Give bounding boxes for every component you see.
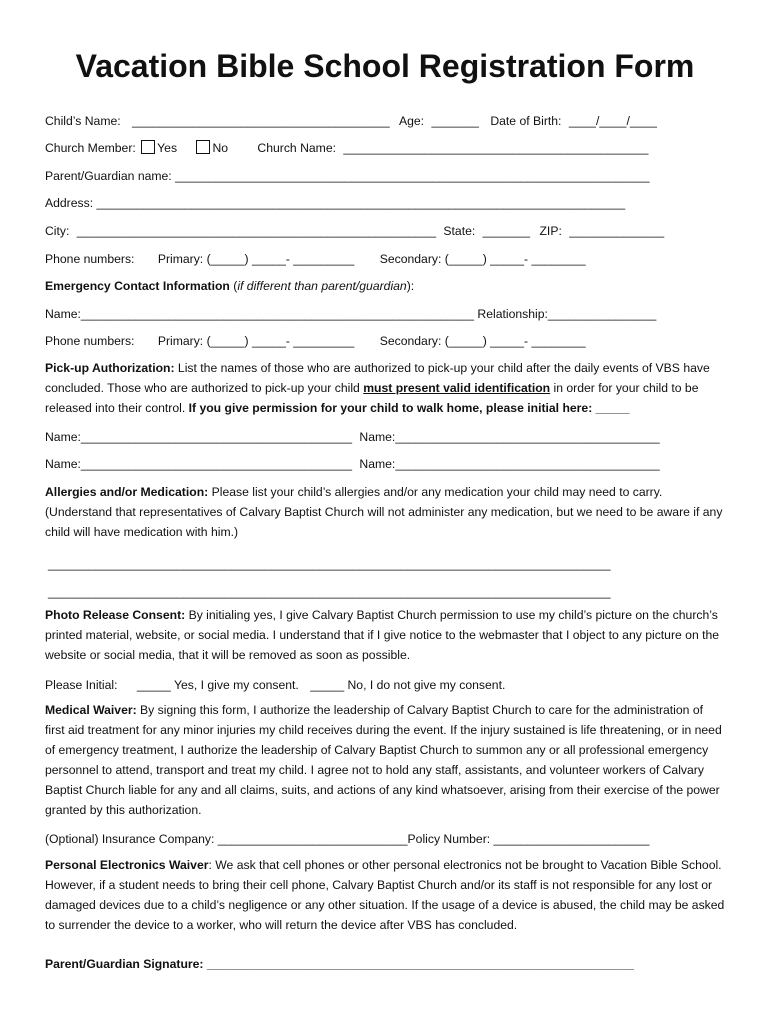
church-member-yes-label: Yes — [157, 141, 178, 155]
allergies-line[interactable]: ___________________________________________________________________________________ — [48, 557, 611, 571]
church-member-no-checkbox[interactable] — [196, 140, 210, 154]
form-title: Vacation Bible School Registration Form — [75, 48, 695, 84]
photo-consent-no-field[interactable]: _____ No, I do not give my consent. — [310, 678, 506, 692]
dob-field[interactable]: ____/____/____ — [568, 114, 657, 128]
electronics-heading: Personal Electronics Waiver — [45, 858, 209, 872]
emergency-phone-label: Phone numbers: — [45, 334, 135, 348]
signature-field[interactable]: _______________________________________________________________ — [203, 957, 634, 971]
state-label: State: — [443, 224, 476, 238]
age-field[interactable]: _______ — [431, 114, 479, 128]
pickup-names-row — [45, 456, 725, 472]
photo-text: By initialing yes, I give Calvary Baptist Church permission to use my child’s picture on the church’s printed material, website, or social media. I understand that if I give notice to the webmaster that I object to any picture on the website or social media, that it will be removed as soon as possible. — [45, 608, 720, 662]
city-label: City: — [45, 224, 70, 238]
emergency-name-field[interactable]: Name:__________________________________________________________ — [45, 307, 475, 321]
electronics-waiver-paragraph — [45, 855, 725, 935]
pickup-text-2: in order for your child to be released into their control. — [45, 381, 699, 415]
emergency-name-row — [45, 306, 725, 322]
medical-heading: Medical Waiver: — [45, 703, 137, 717]
pickup-name-field[interactable]: Name:________________________________________ — [45, 457, 353, 471]
insurance-company-field[interactable]: (Optional) Insurance Company: ____________________________ — [45, 832, 408, 846]
phone-label: Phone numbers: — [45, 252, 135, 266]
signature-row — [45, 956, 725, 972]
church-name-label: Church Name: — [257, 141, 336, 155]
signature-label: Parent/Guardian Signature: — [45, 957, 204, 971]
photo-initial-label: Please Initial: — [45, 678, 118, 692]
allergies-text: Please list your child’s allergies and/or any medication your child may need to carry. (Understand that representatives of Calvary Baptist Church will not administer any medication, but we need to be aware if any child will have medication with him.) — [45, 485, 723, 539]
emergency-note-close: ): — [406, 279, 415, 293]
zip-label: ZIP: — [539, 224, 562, 238]
medical-waiver-paragraph — [45, 700, 725, 820]
insurance-row — [45, 831, 725, 847]
pickup-emphasis: must present valid identification — [363, 381, 551, 395]
pickup-names-row — [45, 429, 725, 445]
emergency-note-open: ( — [229, 279, 238, 293]
church-member-no-label: No — [212, 141, 229, 155]
child-name-field[interactable]: ______________________________________ — [132, 114, 390, 128]
state-field[interactable]: _______ — [482, 224, 531, 238]
emergency-secondary-phone-field[interactable]: Secondary: (_____) _____- ________ — [379, 334, 586, 348]
parent-name-row[interactable]: Parent/Guardian name: ______________________________________________________________________ — [45, 169, 650, 183]
photo-initial-row — [45, 677, 725, 693]
photo-heading: Photo Release Consent: — [45, 608, 186, 622]
church-member-label: Church Member: — [45, 141, 136, 155]
city-field[interactable]: _____________________________________________________ — [76, 224, 437, 238]
child-name-label: Child’s Name: — [45, 114, 121, 128]
medical-text: By signing this form, I authorize the leadership of Calvary Baptist Church to care for the administration of first aid treatment for any minor injuries my child receives during the event. If the injury sustained is life threatening, or in need of emergency treatment, I authorize the leadership of Calvary Baptist Church to summon any or all professional emergency personnel to attend, transport and treat my child. I agree not to hold any staff, assistants, and volunteer workers of Calvary Baptist Church liable for any and all claims, suits, and actions of any kind whatsoever, arising from their exercise of the power granted by this authorization. — [45, 703, 722, 817]
pickup-text: List the names of those who are authorized to pick-up your child after the daily events of VBS have concluded. Those who are authorized to pick-up your child — [45, 361, 710, 395]
zip-field[interactable]: ______________ — [569, 224, 665, 238]
primary-phone-field[interactable]: Primary: (_____) _____- _________ — [157, 252, 355, 266]
pickup-name-field[interactable]: Name:________________________________________ — [45, 430, 353, 444]
electronics-text: : We ask that cell phones or other personal electronics not be brought to Vacation Bible School. However, if a student needs to bring their cell phone, Calvary Baptist Church and/or its staff is not responsible for any lost or damaged devices due to a child’s negligence or any other situation. If the usage of a device is abused, the child may be asked to surrender the device to a worker, who will return the device after VBS has concluded. — [45, 858, 725, 932]
emergency-heading-row — [45, 278, 725, 294]
walk-home-initial-field[interactable]: If you give permission for your child to walk home, please initial here: _____ — [188, 401, 630, 415]
pickup-name-field[interactable]: Name:_______________________________________ — [359, 457, 660, 471]
age-label: Age: — [399, 114, 425, 128]
church-row — [45, 140, 725, 156]
photo-consent-yes-field[interactable]: _____ Yes, I give my consent. — [136, 678, 299, 692]
emergency-note: if different than parent/guardian — [237, 279, 407, 293]
church-name-field[interactable]: _____________________________________________ — [343, 141, 649, 155]
pickup-authorization-paragraph — [45, 358, 725, 418]
secondary-phone-field[interactable]: Secondary: (_____) _____- ________ — [379, 252, 586, 266]
pickup-heading: Pick-up Authorization: — [45, 361, 175, 375]
city-row — [45, 223, 725, 239]
child-info-row — [45, 113, 725, 129]
emergency-heading: Emergency Contact Information — [45, 279, 230, 293]
pickup-name-field[interactable]: Name:_______________________________________ — [359, 430, 660, 444]
address-row[interactable]: Address: ______________________________________________________________________________ — [45, 196, 626, 210]
church-member-yes-checkbox[interactable] — [141, 140, 155, 154]
photo-release-paragraph — [45, 605, 725, 665]
policy-number-field[interactable]: Policy Number: _______________________ — [407, 832, 650, 846]
allergies-paragraph — [45, 482, 725, 542]
allergies-line[interactable]: ___________________________________________________________________________________ — [48, 585, 611, 599]
phone-row — [45, 251, 725, 267]
emergency-phone-row — [45, 333, 725, 349]
emergency-primary-phone-field[interactable]: Primary: (_____) _____- _________ — [157, 334, 355, 348]
dob-label: Date of Birth: — [490, 114, 562, 128]
emergency-relationship-field[interactable]: Relationship:________________ — [477, 307, 657, 321]
allergies-heading: Allergies and/or Medication: — [45, 485, 209, 499]
